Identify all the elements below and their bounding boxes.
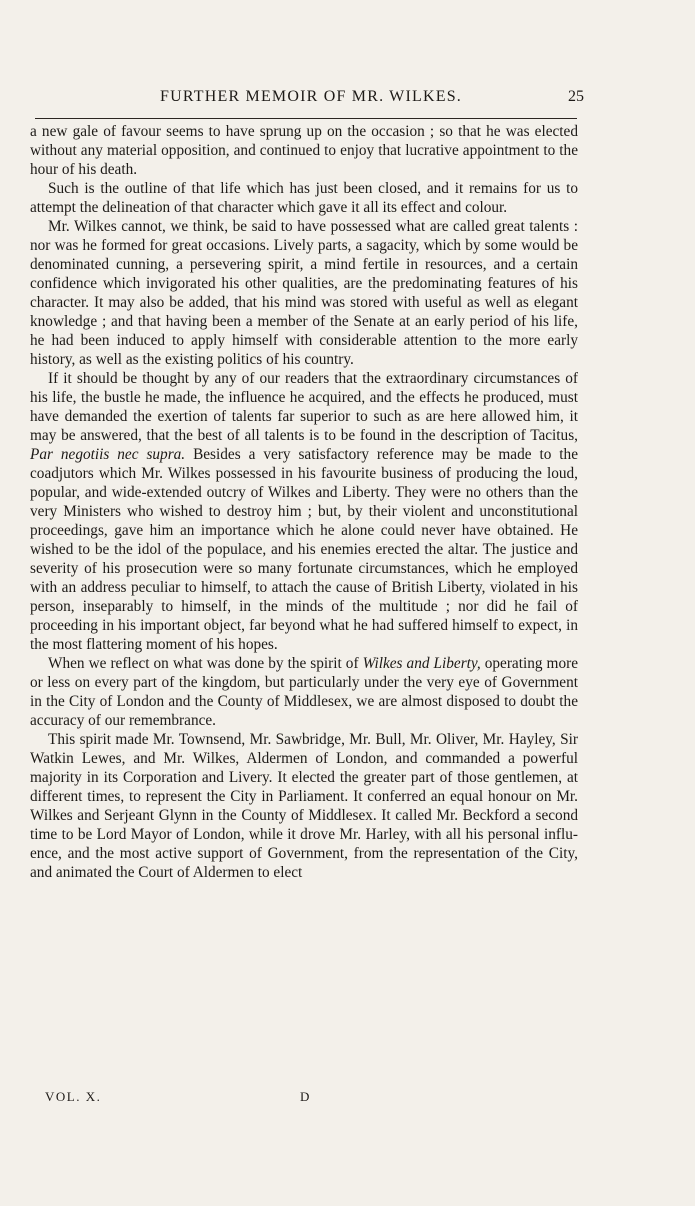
paragraph [30, 217, 578, 369]
paragraph [30, 122, 578, 179]
text-run: a new gale of favour seems to have sprung up on the occasion ; so that he was elected without any material opposition, and continued to enjoy that lucrative appointment to the hour of his death. [30, 123, 578, 178]
page-footer [45, 1089, 345, 1109]
text-run: Such is the outline of that life which has just been closed, and it remains for us to attempt the delineation of that character which gave it all its effect and colour. [30, 180, 578, 216]
page-header [30, 88, 590, 110]
text-run: This spirit made Mr. Townsend, Mr. Sawbridge, Mr. Bull, Mr. Oliver, Mr. Hayley, Sir Watkin Lewes, and Mr. Wilkes, Aldermen of London, and commanded a powerful majority in its Corporation and Livery. It elected the greater part of those gentlemen, at different times, to represent the City in Parliament. It conferred an equal honour on Mr. Wilkes and Serjeant Glynn in the County of Middlesex. It called Mr. Beckford a second time to be Lord Mayor of London, while it drove Mr. Harley, with all his personal influence, and the most active support of Government, from the representation of the City, and animated the Court of Aldermen to elect [30, 731, 578, 881]
text-run: Besides a very satisfactory reference may be made to the coadjutors which Mr. Wilkes possessed in his favourite business of producing the loud, popular, and wide-extended outcry of Wilkes and Liberty. They were no others than the very Ministers who wished to destroy him ; but, by their violent and unconstitutional proceedings, gave him an importance which he alone could never have obtained. He wished to be the idol of the populace, and his enemies erected the altar. The justice and severity of his prosecution were so many fortunate circumstances, which he employed with an address peculiar to himself, to attach the cause of British Liberty, violated in his person, inseparably to himself, in the minds of the multitude ; nor did he fail of proceeding in his important object, far beyond what he had suffered himself to expect, in the most flattering moment of his hopes. [30, 446, 578, 653]
italic-text: Wilkes and Liberty, [362, 655, 481, 672]
signature-mark: D [300, 1089, 310, 1104]
header-rule [35, 118, 577, 119]
paragraph [30, 654, 578, 730]
paragraph [30, 369, 578, 654]
text-run: operating more or less on every part of the kingdom, but particularly under the very eye of Government in the City of London and the County of Middlesex, we are almost disposed to doubt the accuracy of our remembrance. [30, 655, 578, 729]
volume-marker: VOL. X. [45, 1089, 102, 1104]
italic-text: Par negotiis nec supra. [30, 446, 186, 463]
body-text [30, 122, 578, 882]
running-head: FURTHER MEMOIR OF MR. WILKES. [160, 88, 463, 105]
page-number: 25 [568, 88, 584, 105]
text-run: If it should be thought by any of our readers that the extraordinary circumstances of his life, the bustle he made, the influence he acquired, and the effects he produced, must have demanded the exertion of talents far superior to such as are here allowed him, it may be answered, that the best of all talents is to be found in the description of Tacitus, [30, 370, 578, 444]
paragraph [30, 730, 578, 882]
paragraph [30, 179, 578, 217]
text-run: Mr. Wilkes cannot, we think, be said to have possessed what are called great talents : nor was he formed for great occasions. Lively parts, a sagacity, which by some would be denominated cunning, a persevering spirit, a mind fertile in resources, and a certain confidence which invigorated his other qualities, are the predominating features of his character. It may also be added, that his mind was stored with useful as well as elegant knowledge ; and that having been a member of the Senate at an early period of his life, he had been induced to apply himself with considerable attention to the more early history, as well as the existing politics of his country. [30, 218, 578, 368]
text-run: When we reflect on what was done by the spirit of [48, 655, 363, 672]
